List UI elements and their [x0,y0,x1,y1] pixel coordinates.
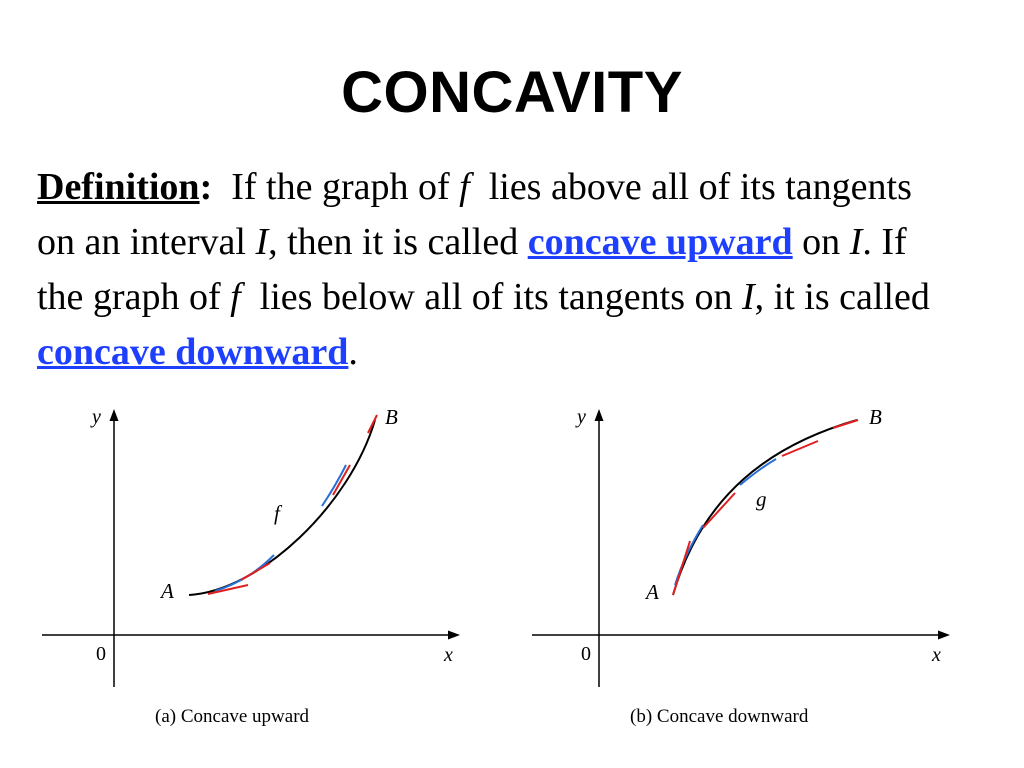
function-symbol-f: f [230,276,241,318]
point-b-label: B [385,405,398,429]
y-axis-arrow-icon [110,409,119,421]
figure-concave-downward [520,395,970,735]
interval-symbol: I [849,221,863,263]
curve-f [189,420,375,595]
definition-text-3: , then it is called [268,221,519,263]
origin-label: 0 [581,643,591,665]
tangent-line [241,563,270,580]
curve-g-highlight [740,459,776,485]
origin-label: 0 [96,643,106,665]
tangent-line [703,493,735,528]
x-axis-arrow-icon [938,631,950,640]
interval-symbol: I [741,276,755,318]
function-symbol-f: f [459,166,470,208]
definition-text-8: . [348,331,358,373]
function-label: g [756,487,767,511]
x-axis-arrow-icon [448,631,460,640]
definition-text-7: , it is called [754,276,930,318]
concave-upward-link[interactable]: concave upward [527,221,793,263]
slide-title: CONCAVITY [341,60,683,125]
figure-concave-upward [30,395,480,735]
definition-text-6: lies below all of its tangents on [259,276,733,318]
definition-label: Definition [37,166,200,208]
definition-text-4: on [802,221,841,263]
y-axis-label: y [92,406,101,428]
x-axis-label: x [444,644,453,666]
definition-colon: : [199,166,213,208]
definition-text-2: lies above all of its tangents on an interval [37,166,912,263]
tangent-line [833,420,858,428]
definition-paragraph [37,160,957,380]
y-axis-arrow-icon [595,409,604,421]
x-axis-label: x [932,644,941,666]
point-a-label: A [646,580,659,604]
tangent-line [673,541,690,595]
definition-text-5: . If the graph of [37,221,907,318]
interval-symbol: I [255,221,269,263]
figure-caption: (a) Concave upward [155,706,310,727]
function-label: f [274,501,280,525]
figure-caption: (b) Concave downward [630,706,809,727]
definition-text-1: If the graph of [231,166,450,208]
concave-downward-link[interactable]: concave downward [37,331,349,373]
y-axis-label: y [577,406,586,428]
point-a-label: A [161,579,174,603]
point-b-label: B [869,405,882,429]
